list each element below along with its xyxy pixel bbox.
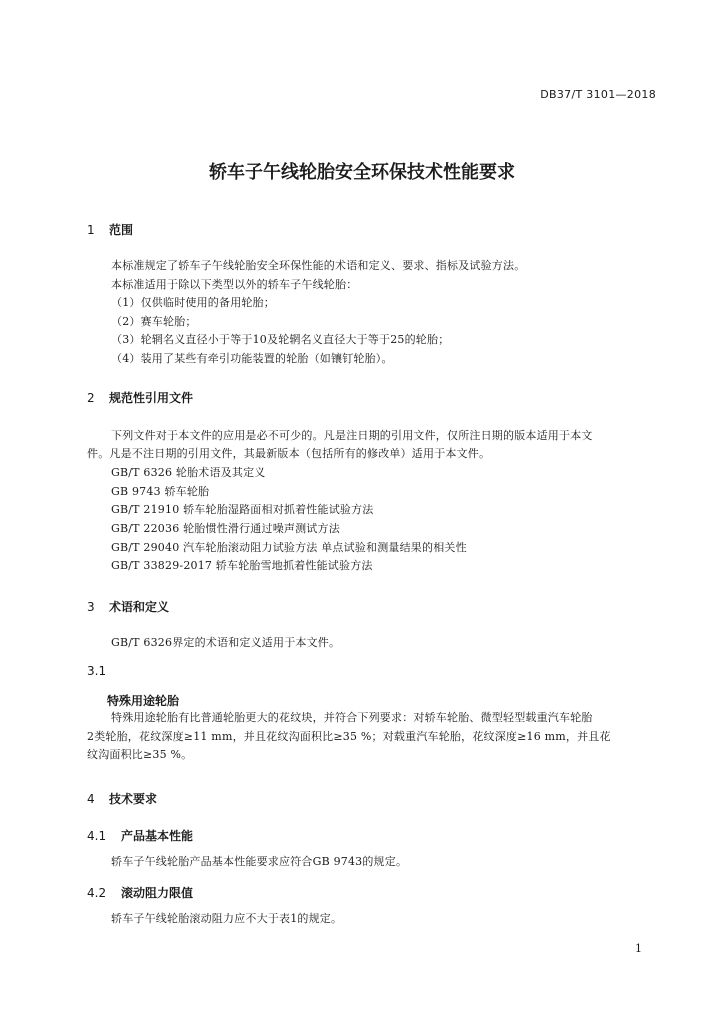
paragraph-line: 件。凡是不注日期的引用文件，其最新版本（包括所有的修改单）适用于本文件。 <box>87 447 491 460</box>
reference-item: GB/T 22036 轮胎惯性滑行通过噪声测试方法 <box>111 522 340 535</box>
reference-item: GB/T 21910 轿车轮胎湿路面相对抓着性能试验方法 <box>111 503 374 516</box>
section-3-heading <box>87 598 169 615</box>
term-title: 特殊用途轮胎 <box>107 694 180 708</box>
paragraph-line: 特殊用途轮胎有比普通轮胎更大的花纹块，并符合下列要求：对轿车轮胎、微型轻型载重汽车轮胎 <box>111 711 593 724</box>
list-item: （3）轮辋名义直径小于等于10及轮辋名义直径大于等于25的轮胎； <box>111 333 450 346</box>
subsection-4-2-heading <box>87 884 193 901</box>
section-4-heading <box>87 790 157 807</box>
section-title: 术语和定义 <box>109 600 170 614</box>
document-code: DB37/T 3101—2018 <box>540 88 656 101</box>
paragraph-line: 纹沟面积比≥35 %。 <box>87 748 193 761</box>
paragraph-line: GB/T 6326界定的术语和定义适用于本文件。 <box>111 636 341 649</box>
paragraph-line: 本标准规定了轿车子午线轮胎安全环保性能的术语和定义、要求、指标及试验方法。 <box>111 259 526 272</box>
paragraph-line: 轿车子午线轮胎滚动阻力应不大于表1的规定。 <box>111 912 343 925</box>
section-number: 2 <box>87 391 95 405</box>
section-title: 滚动阻力限值 <box>121 886 194 900</box>
reference-item: GB 9743 轿车轮胎 <box>111 485 210 498</box>
subsection-number: 3.1 <box>87 664 107 678</box>
list-item: （2）赛车轮胎； <box>111 315 197 328</box>
section-title: 规范性引用文件 <box>109 391 194 405</box>
section-number: 4 <box>87 792 95 806</box>
list-item: （1）仅供临时使用的备用轮胎； <box>111 296 275 309</box>
list-item: （4）装用了某些有牵引功能装置的轮胎（如镶钉轮胎）。 <box>111 352 393 365</box>
document-title: 轿车子午线轮胎安全环保技术性能要求 <box>209 162 515 183</box>
paragraph-line: 2类轮胎，花纹深度≥11 mm，并且花纹沟面积比≥35 %；对载重汽车轮胎，花纹深度≥16 mm，并且花 <box>87 730 611 743</box>
reference-item: GB/T 33829-2017 轿车轮胎雪地抓着性能试验方法 <box>111 559 373 572</box>
paragraph-line: 轿车子午线轮胎产品基本性能要求应符合GB 9743的规定。 <box>111 855 408 868</box>
section-number: 4.2 <box>87 886 107 900</box>
section-1-heading <box>87 221 133 238</box>
subsection-4-1-heading <box>87 827 193 844</box>
paragraph-line: 本标准适用于除以下类型以外的轿车子午线轮胎： <box>111 278 358 291</box>
reference-item: GB/T 6326 轮胎术语及其定义 <box>111 466 266 479</box>
section-number: 4.1 <box>87 829 107 843</box>
page-number: 1 <box>635 942 642 955</box>
section-number: 3 <box>87 600 95 614</box>
section-number: 1 <box>87 223 95 237</box>
paragraph-line: 下列文件对于本文件的应用是必不可少的。凡是注日期的引用文件，仅所注日期的版本适用于本文 <box>111 429 593 442</box>
section-title: 产品基本性能 <box>121 829 194 843</box>
section-2-heading <box>87 389 193 406</box>
reference-item: GB/T 29040 汽车轮胎滚动阻力试验方法 单点试验和测量结果的相关性 <box>111 541 467 554</box>
section-title: 范围 <box>109 223 134 237</box>
section-title: 技术要求 <box>109 792 158 806</box>
